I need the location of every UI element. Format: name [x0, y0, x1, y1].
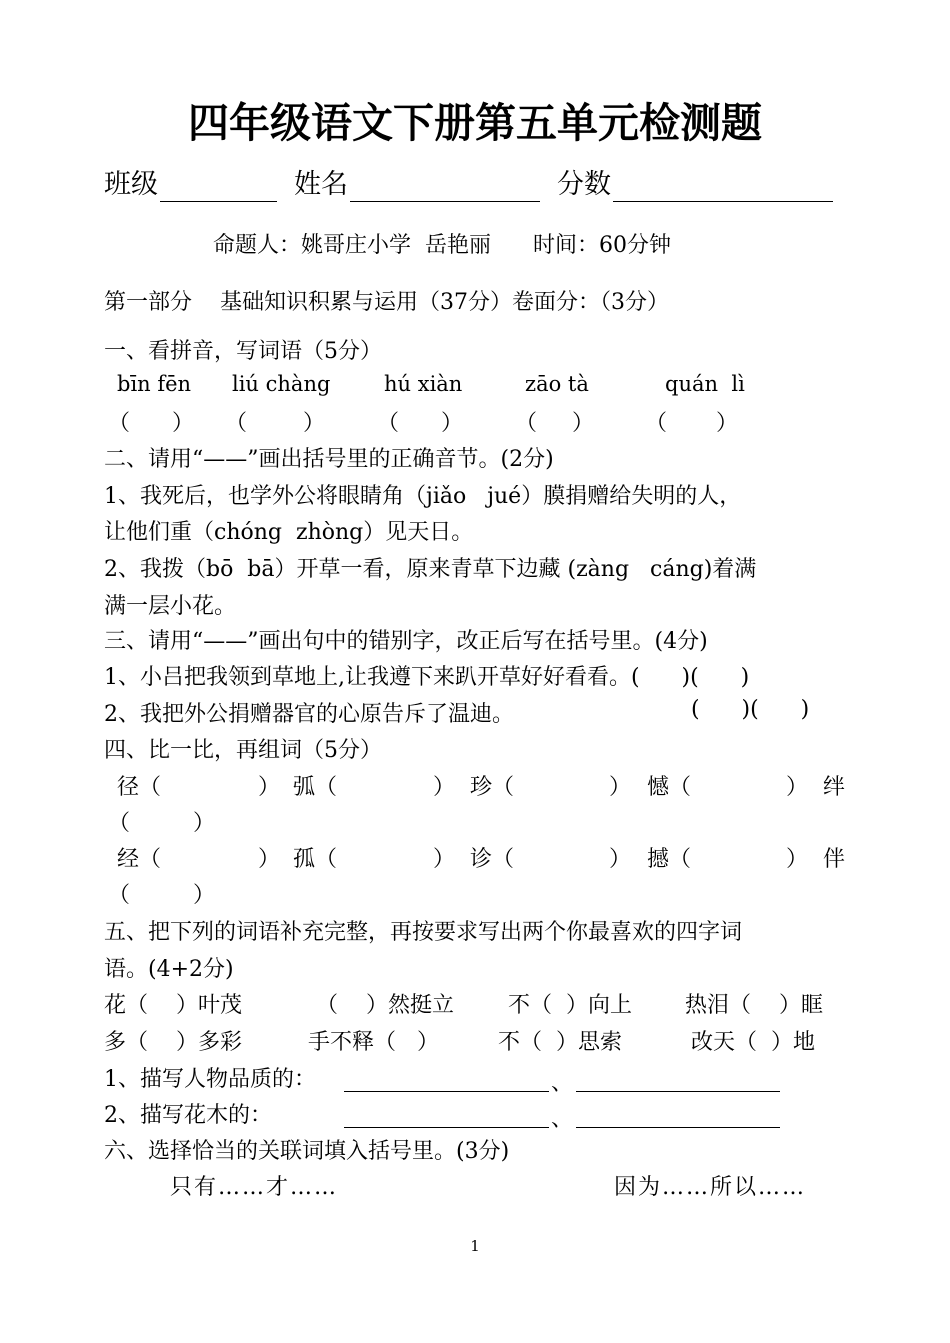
- name-field[interactable]: [350, 201, 540, 202]
- pinyin-2: liú chàng: [232, 372, 331, 396]
- q4-row1-cell3: 珍（: [470, 775, 515, 800]
- q5-idiom-7: 不（ ）思索: [498, 1030, 622, 1055]
- q3-heading: 三、请用“——”画出句中的错别字，改正后写在括号里。(4分): [104, 629, 708, 654]
- q1-heading: 一、看拼音，写词语（5分）: [104, 339, 382, 364]
- page-title: 四年级语文下册第五单元检测题: [188, 99, 762, 147]
- q4-row2-cell4: 撼（: [647, 847, 692, 872]
- q4-row2-cell2: 孤（: [293, 847, 338, 872]
- q5-heading-line1: 五、把下列的词语补充完整，再按要求写出两个你最喜欢的四字词: [104, 920, 743, 945]
- q2-item1-line2: 让他们重（chóng zhòng）见天日。: [104, 520, 474, 545]
- score-field[interactable]: [613, 201, 833, 202]
- q5-req1-label: 1、描写人物品质的：: [104, 1067, 316, 1092]
- q4-row2-close3: ）: [609, 847, 632, 872]
- class-field[interactable]: [160, 201, 277, 202]
- q4-row1-cell2: 弧（: [293, 775, 338, 800]
- q5-idiom-5: 多（ ）多彩: [104, 1030, 242, 1055]
- q2-item1-line1: 1、我死后，也学外公将眼睛角（jiǎo jué）膜捐赠给失明的人，: [104, 484, 742, 509]
- q4-row1-cell1: 径（: [117, 775, 162, 800]
- q2-item2-line2: 满一层小花。: [104, 594, 237, 619]
- pinyin-1: bīn fēn: [117, 372, 192, 396]
- q5-req1-answer-2[interactable]: [576, 1091, 780, 1092]
- answer-bracket-2[interactable]: （ ）: [225, 411, 325, 436]
- q4-heading: 四、比一比，再组词（5分）: [104, 738, 382, 763]
- q4-row1-close2: ）: [433, 775, 456, 800]
- answer-bracket-4[interactable]: （ ）: [515, 411, 594, 436]
- q5-req1-answer-1[interactable]: [344, 1091, 549, 1092]
- q5-idiom-3: 不（ ）向上: [508, 993, 632, 1018]
- q2-item2-line1: 2、我拨（bō bā）开草一看，原来青草下边藏 (zàng cáng)着满: [104, 557, 757, 582]
- page-number: 1: [470, 1237, 480, 1255]
- q5-idiom-1: 花（ ）叶茂: [104, 993, 242, 1018]
- q4-row2-cell3: 诊（: [470, 847, 515, 872]
- q5-heading-line2: 语。(4+2分): [104, 957, 234, 982]
- q4-row1-close1: ）: [258, 775, 281, 800]
- q5-req2-label: 2、描写花木的：: [104, 1103, 272, 1128]
- q3-item2: 2、我把外公捐赠器官的心原告斥了温迪。: [104, 702, 514, 727]
- q4-row2-cell5: 伴: [823, 847, 846, 872]
- pinyin-4: zāo tà: [525, 372, 589, 396]
- q5-req2-sep: 、: [551, 1107, 574, 1132]
- q5-idiom-8: 改天（ ）地: [691, 1030, 815, 1055]
- name-label: 姓名: [294, 169, 348, 200]
- answer-bracket-1[interactable]: （ ）: [108, 411, 194, 436]
- q5-idiom-2: （ ）然挺立: [316, 993, 454, 1018]
- q5-idiom-6: 手不释（ ）: [308, 1030, 439, 1055]
- class-label: 班级: [104, 169, 158, 200]
- q4-row2-tail[interactable]: （ ）: [108, 883, 215, 908]
- part1-heading: 第一部分 基础知识积累与运用（37分）卷面分：（3分）: [104, 290, 669, 315]
- q4-row1-tail[interactable]: （ ）: [108, 811, 215, 836]
- q2-heading: 二、请用“——”画出括号里的正确音节。(2分): [104, 447, 554, 472]
- q3-item2-brackets[interactable]: ( )( ): [691, 697, 810, 722]
- q4-row1-cell4: 憾（: [647, 775, 692, 800]
- q3-item1: 1、小吕把我领到草地上,让我遵下来趴开草好好看看。( )( ): [104, 665, 750, 690]
- q4-row2-cell1: 经（: [117, 847, 162, 872]
- q5-req2-answer-2[interactable]: [576, 1127, 780, 1128]
- q4-row2-close2: ）: [433, 847, 456, 872]
- pinyin-5: quán lì: [665, 372, 745, 396]
- q4-row2-close1: ）: [258, 847, 281, 872]
- score-label: 分数: [557, 169, 611, 200]
- q5-req2-answer-1[interactable]: [344, 1127, 549, 1128]
- answer-bracket-5[interactable]: （ ）: [645, 411, 738, 436]
- q4-row1-close4: ）: [786, 775, 809, 800]
- q5-req1-sep: 、: [551, 1071, 574, 1096]
- q6-option-1: 只有……才……: [170, 1175, 339, 1200]
- q6-heading: 六、选择恰当的关联词填入括号里。(3分): [104, 1139, 510, 1164]
- q6-option-2: 因为……所以……: [614, 1175, 807, 1200]
- q4-row1-cell5: 绊: [823, 775, 846, 800]
- q5-idiom-4: 热泪（ ）眶: [685, 993, 823, 1018]
- byline: 命题人：姚哥庄小学 岳艳丽 时间：60分钟: [213, 233, 671, 258]
- pinyin-3: hú xiàn: [384, 372, 463, 396]
- q4-row1-close3: ）: [609, 775, 632, 800]
- answer-bracket-3[interactable]: （ ）: [377, 411, 463, 436]
- q4-row2-close4: ）: [786, 847, 809, 872]
